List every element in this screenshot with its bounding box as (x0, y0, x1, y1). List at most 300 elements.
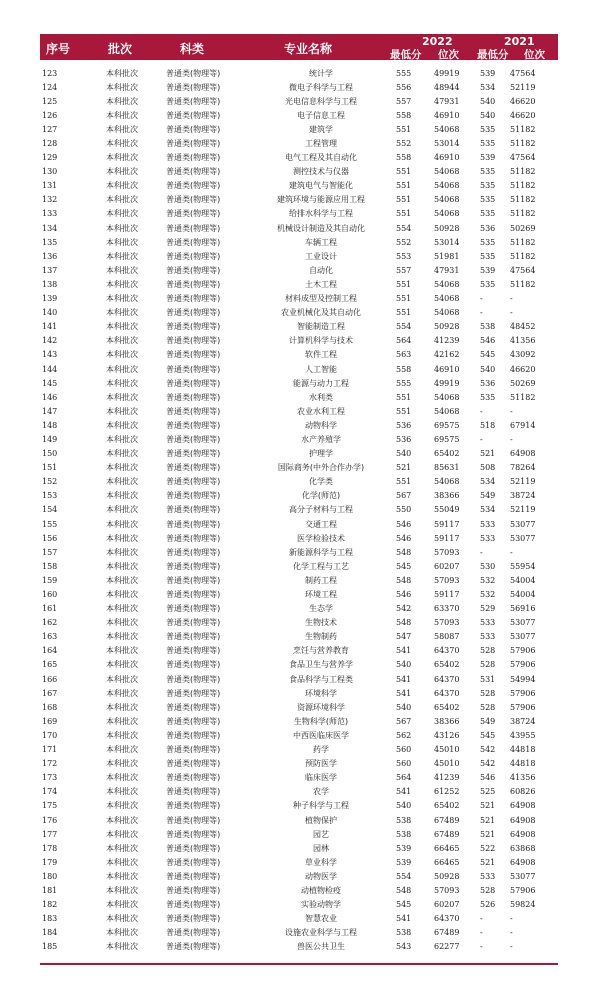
row-major: 建筑环境与能源应用工程 (277, 195, 365, 205)
row-min-score-2022: 551 (396, 279, 412, 289)
row-rank-2022: 64370 (434, 914, 460, 924)
row-index: 178 (42, 843, 58, 853)
table-row (40, 630, 558, 644)
row-index: 172 (42, 759, 58, 769)
row-rank-2022: 69575 (434, 434, 460, 444)
row-index: 182 (42, 900, 58, 910)
row-batch: 本科批次 (106, 646, 138, 656)
row-rank-2021: 48452 (510, 322, 536, 332)
table-row (40, 235, 558, 249)
row-major: 农业水利工程 (297, 406, 345, 416)
row-major: 设施农业科学与工程 (285, 928, 357, 938)
row-min-score-2022: 538 (396, 829, 412, 839)
row-batch: 本科批次 (106, 716, 138, 726)
table-row (40, 306, 558, 320)
row-min-score-2022: 521 (396, 463, 412, 473)
row-category: 普通类(物理等) (166, 96, 221, 106)
row-category: 普通类(物理等) (166, 618, 221, 628)
row-min-score-2021: 549 (480, 491, 496, 501)
row-rank-2021: - (510, 547, 513, 557)
row-min-score-2022: 545 (396, 900, 412, 910)
row-batch: 本科批次 (106, 477, 138, 487)
row-index: 183 (42, 914, 58, 924)
row-min-score-2022: 551 (396, 181, 412, 191)
row-category: 普通类(物理等) (166, 181, 221, 191)
row-category: 普通类(物理等) (166, 674, 221, 684)
row-min-score-2021: 528 (480, 702, 496, 712)
row-index: 143 (42, 350, 58, 360)
row-min-score-2022: 540 (396, 801, 412, 811)
row-index: 174 (42, 787, 58, 797)
header-rank-2022: 位次 (438, 49, 459, 61)
row-rank-2022: 65402 (434, 702, 460, 712)
row-rank-2021: 55954 (510, 561, 536, 571)
table-row (40, 390, 558, 404)
row-rank-2021: 51182 (510, 181, 536, 191)
row-rank-2022: 53014 (434, 139, 460, 149)
row-index: 125 (42, 96, 58, 106)
row-min-score-2022: 545 (396, 561, 412, 571)
row-rank-2022: 69575 (434, 420, 460, 430)
row-category: 普通类(物理等) (166, 646, 221, 656)
row-rank-2022: 65402 (434, 660, 460, 670)
row-rank-2021: 50269 (510, 223, 536, 233)
row-min-score-2021: 535 (480, 195, 496, 205)
table-row (40, 221, 558, 235)
row-min-score-2022: 563 (396, 350, 412, 360)
row-min-score-2022: 547 (396, 632, 412, 642)
row-index: 181 (42, 885, 58, 895)
table-row (40, 827, 558, 841)
row-batch: 本科批次 (106, 449, 138, 459)
row-batch: 本科批次 (106, 82, 138, 92)
row-index: 184 (42, 928, 58, 938)
row-min-score-2021: 545 (480, 350, 496, 360)
row-index: 136 (42, 251, 58, 261)
row-min-score-2022: 558 (396, 364, 412, 374)
row-batch: 本科批次 (106, 463, 138, 473)
table-row (40, 461, 558, 475)
row-min-score-2021: 518 (480, 420, 496, 430)
row-batch: 本科批次 (106, 420, 138, 430)
row-rank-2021: 47564 (510, 68, 536, 78)
row-category: 普通类(物理等) (166, 942, 221, 952)
header-min-score-2021: 最低分 (477, 49, 509, 61)
row-category: 普通类(物理等) (166, 209, 221, 219)
table-row (40, 785, 558, 799)
row-major: 药学 (313, 745, 329, 755)
row-batch: 本科批次 (106, 519, 138, 529)
row-min-score-2021: 538 (480, 322, 496, 332)
row-batch: 本科批次 (106, 829, 138, 839)
row-min-score-2022: 541 (396, 688, 412, 698)
row-rank-2021: 52119 (510, 477, 536, 487)
row-major: 烹饪与营养教育 (293, 646, 349, 656)
table-row (40, 179, 558, 193)
row-rank-2022: 67489 (434, 928, 460, 938)
row-batch: 本科批次 (106, 632, 138, 642)
row-rank-2021: 51182 (510, 167, 536, 177)
row-rank-2022: 54068 (434, 167, 460, 177)
row-min-score-2021: 521 (480, 815, 496, 825)
row-category: 普通类(物理等) (166, 787, 221, 797)
table-row (40, 545, 558, 559)
row-batch: 本科批次 (106, 279, 138, 289)
row-batch: 本科批次 (106, 857, 138, 867)
row-rank-2022: 54068 (434, 209, 460, 219)
row-category: 普通类(物理等) (166, 885, 221, 895)
row-batch: 本科批次 (106, 730, 138, 740)
row-min-score-2022: 536 (396, 420, 412, 430)
row-min-score-2021: 535 (480, 139, 496, 149)
admission-table (40, 34, 558, 954)
table-row (40, 418, 558, 432)
row-major: 植物保护 (305, 815, 337, 825)
table-row (40, 714, 558, 728)
table-row (40, 122, 558, 136)
row-batch: 本科批次 (106, 350, 138, 360)
row-major: 智慧农业 (305, 914, 337, 924)
row-major: 车辆工程 (305, 237, 337, 247)
row-index: 179 (42, 857, 58, 867)
row-batch: 本科批次 (106, 378, 138, 388)
row-rank-2021: 57906 (510, 660, 536, 670)
row-rank-2022: 38366 (434, 491, 460, 501)
row-category: 普通类(物理等) (166, 392, 221, 402)
row-rank-2022: 67489 (434, 829, 460, 839)
row-batch: 本科批次 (106, 843, 138, 853)
row-min-score-2021: 534 (480, 505, 496, 515)
row-rank-2021: 64908 (510, 829, 536, 839)
table-row (40, 559, 558, 573)
row-major: 微电子科学与工程 (289, 82, 353, 92)
header-rank-2021: 位次 (524, 49, 545, 61)
table-row (40, 898, 558, 912)
row-index: 185 (42, 942, 58, 952)
row-rank-2022: 50928 (434, 322, 460, 332)
row-category: 普通类(物理等) (166, 265, 221, 275)
row-batch: 本科批次 (106, 787, 138, 797)
row-index: 180 (42, 871, 58, 881)
row-batch: 本科批次 (106, 336, 138, 346)
row-index: 150 (42, 449, 58, 459)
row-index: 129 (42, 153, 58, 163)
row-major: 自动化 (309, 265, 333, 275)
header-min-score-2022: 最低分 (390, 49, 422, 61)
row-index: 152 (42, 477, 58, 487)
row-index: 138 (42, 279, 58, 289)
row-min-score-2021: 533 (480, 632, 496, 642)
row-rank-2021: 64908 (510, 857, 536, 867)
row-major: 资源环境科学 (297, 702, 345, 712)
row-min-score-2021: 535 (480, 124, 496, 134)
row-rank-2022: 43126 (434, 730, 460, 740)
row-index: 151 (42, 463, 58, 473)
row-category: 普通类(物理等) (166, 139, 221, 149)
row-index: 154 (42, 505, 58, 515)
row-major: 测控技术与仪器 (293, 167, 349, 177)
table-row (40, 136, 558, 150)
row-index: 149 (42, 434, 58, 444)
row-index: 170 (42, 730, 58, 740)
row-rank-2021: 53077 (510, 533, 536, 543)
row-min-score-2021: 528 (480, 885, 496, 895)
row-rank-2022: 64370 (434, 688, 460, 698)
row-major: 化学工程与工艺 (293, 561, 349, 571)
row-index: 128 (42, 139, 58, 149)
row-index: 157 (42, 547, 58, 557)
row-rank-2022: 48944 (434, 82, 460, 92)
table-row (40, 700, 558, 714)
header-year-2021: 2021 (504, 35, 535, 48)
row-category: 普通类(物理等) (166, 604, 221, 614)
row-rank-2022: 63370 (434, 604, 460, 614)
row-min-score-2022: 551 (396, 294, 412, 304)
row-rank-2021: 51182 (510, 209, 536, 219)
table-row (40, 926, 558, 940)
row-major: 草业科学 (305, 857, 337, 867)
row-min-score-2021: 532 (480, 575, 496, 585)
table-row (40, 757, 558, 771)
row-min-score-2022: 567 (396, 716, 412, 726)
row-category: 普通类(物理等) (166, 223, 221, 233)
row-index: 130 (42, 167, 58, 177)
table-row (40, 644, 558, 658)
row-major: 兽医公共卫生 (297, 942, 345, 952)
row-major: 建筑电气与智能化 (289, 181, 353, 191)
header-major: 专业名称 (284, 42, 333, 56)
row-major: 工业设计 (305, 251, 337, 261)
table-body (40, 66, 558, 954)
row-min-score-2022: 564 (396, 773, 412, 783)
row-batch: 本科批次 (106, 885, 138, 895)
row-min-score-2022: 538 (396, 815, 412, 825)
row-major: 农业机械化及其自动化 (281, 308, 361, 318)
row-major: 交通工程 (305, 519, 337, 529)
table-row (40, 207, 558, 221)
row-index: 135 (42, 237, 58, 247)
row-batch: 本科批次 (106, 928, 138, 938)
row-rank-2021: 46620 (510, 110, 536, 120)
row-batch: 本科批次 (106, 237, 138, 247)
row-major: 种子科学与工程 (293, 801, 349, 811)
row-rank-2021: 64908 (510, 801, 536, 811)
row-min-score-2021: - (480, 294, 483, 304)
row-rank-2021: 51182 (510, 251, 536, 261)
row-batch: 本科批次 (106, 815, 138, 825)
table-row (40, 503, 558, 517)
row-rank-2021: 54004 (510, 575, 536, 585)
row-min-score-2021: 535 (480, 279, 496, 289)
row-min-score-2022: 557 (396, 265, 412, 275)
row-index: 159 (42, 575, 58, 585)
row-rank-2022: 47931 (434, 96, 460, 106)
row-rank-2021: 60826 (510, 787, 536, 797)
row-min-score-2022: 543 (396, 942, 412, 952)
row-index: 126 (42, 110, 58, 120)
row-rank-2022: 59117 (434, 519, 460, 529)
row-min-score-2022: 562 (396, 730, 412, 740)
row-major: 预防医学 (305, 759, 337, 769)
row-category: 普通类(物理等) (166, 519, 221, 529)
row-rank-2022: 57093 (434, 547, 460, 557)
row-rank-2021: 41356 (510, 773, 536, 783)
row-rank-2021: 50269 (510, 378, 536, 388)
row-rank-2021: 53077 (510, 618, 536, 628)
row-min-score-2022: 551 (396, 209, 412, 219)
row-major: 电子信息工程 (297, 110, 345, 120)
table-row (40, 320, 558, 334)
row-category: 普通类(物理等) (166, 434, 221, 444)
row-category: 普通类(物理等) (166, 547, 221, 557)
row-rank-2021: 67914 (510, 420, 536, 430)
row-rank-2021: 43955 (510, 730, 536, 740)
table-row (40, 587, 558, 601)
row-min-score-2021: - (480, 434, 483, 444)
row-batch: 本科批次 (106, 308, 138, 318)
row-rank-2022: 49919 (434, 68, 460, 78)
row-major: 生物科学(师范) (293, 716, 349, 726)
row-rank-2022: 58087 (434, 632, 460, 642)
row-rank-2021: - (510, 308, 513, 318)
row-major: 园艺 (313, 829, 329, 839)
row-index: 147 (42, 406, 58, 416)
table-row (40, 292, 558, 306)
row-index: 164 (42, 646, 58, 656)
row-major: 新能源科学与工程 (289, 547, 353, 557)
row-category: 普通类(物理等) (166, 82, 221, 92)
row-category: 普通类(物理等) (166, 590, 221, 600)
row-min-score-2021: 521 (480, 801, 496, 811)
row-min-score-2022: 541 (396, 787, 412, 797)
row-major: 智能制造工程 (297, 322, 345, 332)
row-batch: 本科批次 (106, 434, 138, 444)
row-rank-2021: 64908 (510, 449, 536, 459)
row-min-score-2021: 535 (480, 392, 496, 402)
row-major: 水利类 (309, 392, 333, 402)
table-row (40, 404, 558, 418)
header-index: 序号 (46, 42, 71, 56)
row-major: 能源与动力工程 (293, 378, 349, 388)
table-row (40, 432, 558, 446)
row-index: 163 (42, 632, 58, 642)
row-category: 普通类(物理等) (166, 477, 221, 487)
row-min-score-2021: 539 (480, 153, 496, 163)
table-header (40, 34, 558, 60)
table-row (40, 771, 558, 785)
row-category: 普通类(物理等) (166, 928, 221, 938)
table-row (40, 151, 558, 165)
row-min-score-2022: 548 (396, 575, 412, 585)
row-min-score-2021: 526 (480, 900, 496, 910)
row-batch: 本科批次 (106, 139, 138, 149)
row-major: 建筑学 (309, 124, 333, 134)
row-min-score-2021: 535 (480, 209, 496, 219)
row-major: 统计学 (309, 68, 333, 78)
row-major: 材料成型及控制工程 (285, 294, 357, 304)
row-rank-2021: 38724 (510, 491, 536, 501)
row-min-score-2022: 555 (396, 68, 412, 78)
table-row (40, 940, 558, 954)
row-batch: 本科批次 (106, 195, 138, 205)
table-row (40, 728, 558, 742)
row-index: 156 (42, 533, 58, 543)
row-category: 普通类(物理等) (166, 561, 221, 571)
row-major: 化学(师范) (301, 491, 341, 501)
row-rank-2022: 45010 (434, 759, 460, 769)
row-batch: 本科批次 (106, 674, 138, 684)
row-batch: 本科批次 (106, 702, 138, 712)
table-row (40, 66, 558, 80)
row-min-score-2022: 554 (396, 223, 412, 233)
row-min-score-2021: 534 (480, 477, 496, 487)
row-min-score-2021: 542 (480, 759, 496, 769)
row-category: 普通类(物理等) (166, 759, 221, 769)
row-major: 动物科学 (305, 420, 337, 430)
row-batch: 本科批次 (106, 618, 138, 628)
row-batch: 本科批次 (106, 322, 138, 332)
row-min-score-2021: 532 (480, 590, 496, 600)
row-batch: 本科批次 (106, 96, 138, 106)
row-rank-2022: 64370 (434, 646, 460, 656)
row-min-score-2022: 554 (396, 871, 412, 881)
table-row (40, 376, 558, 390)
table-row (40, 249, 558, 263)
row-min-score-2021: - (480, 308, 483, 318)
row-category: 普通类(物理等) (166, 463, 221, 473)
row-min-score-2021: 521 (480, 829, 496, 839)
table-row (40, 80, 558, 94)
row-category: 普通类(物理等) (166, 350, 221, 360)
row-rank-2021: 46620 (510, 364, 536, 374)
table-row (40, 263, 558, 277)
row-min-score-2022: 546 (396, 519, 412, 529)
row-min-score-2021: 534 (480, 82, 496, 92)
row-min-score-2021: 530 (480, 561, 496, 571)
row-rank-2021: 52119 (510, 82, 536, 92)
row-major: 中西医临床医学 (293, 730, 349, 740)
row-min-score-2022: 540 (396, 702, 412, 712)
row-index: 171 (42, 745, 58, 755)
row-rank-2021: 51182 (510, 279, 536, 289)
table-row (40, 489, 558, 503)
row-min-score-2021: 535 (480, 237, 496, 247)
row-min-score-2022: 541 (396, 914, 412, 924)
row-category: 普通类(物理等) (166, 773, 221, 783)
table-row (40, 447, 558, 461)
row-batch: 本科批次 (106, 660, 138, 670)
row-rank-2021: 51182 (510, 195, 536, 205)
row-major: 化学类 (309, 477, 333, 487)
table-row (40, 475, 558, 489)
row-rank-2021: 51182 (510, 237, 536, 247)
row-min-score-2021: 533 (480, 618, 496, 628)
row-batch: 本科批次 (106, 491, 138, 501)
row-batch: 本科批次 (106, 153, 138, 163)
row-rank-2022: 65402 (434, 801, 460, 811)
table-row (40, 813, 558, 827)
row-rank-2021: - (510, 294, 513, 304)
row-batch: 本科批次 (106, 773, 138, 783)
row-index: 123 (42, 68, 58, 78)
row-category: 普通类(物理等) (166, 815, 221, 825)
row-min-score-2021: 539 (480, 68, 496, 78)
row-batch: 本科批次 (106, 561, 138, 571)
row-category: 普通类(物理等) (166, 420, 221, 430)
row-rank-2021: 51182 (510, 124, 536, 134)
row-rank-2022: 46910 (434, 110, 460, 120)
row-batch: 本科批次 (106, 801, 138, 811)
